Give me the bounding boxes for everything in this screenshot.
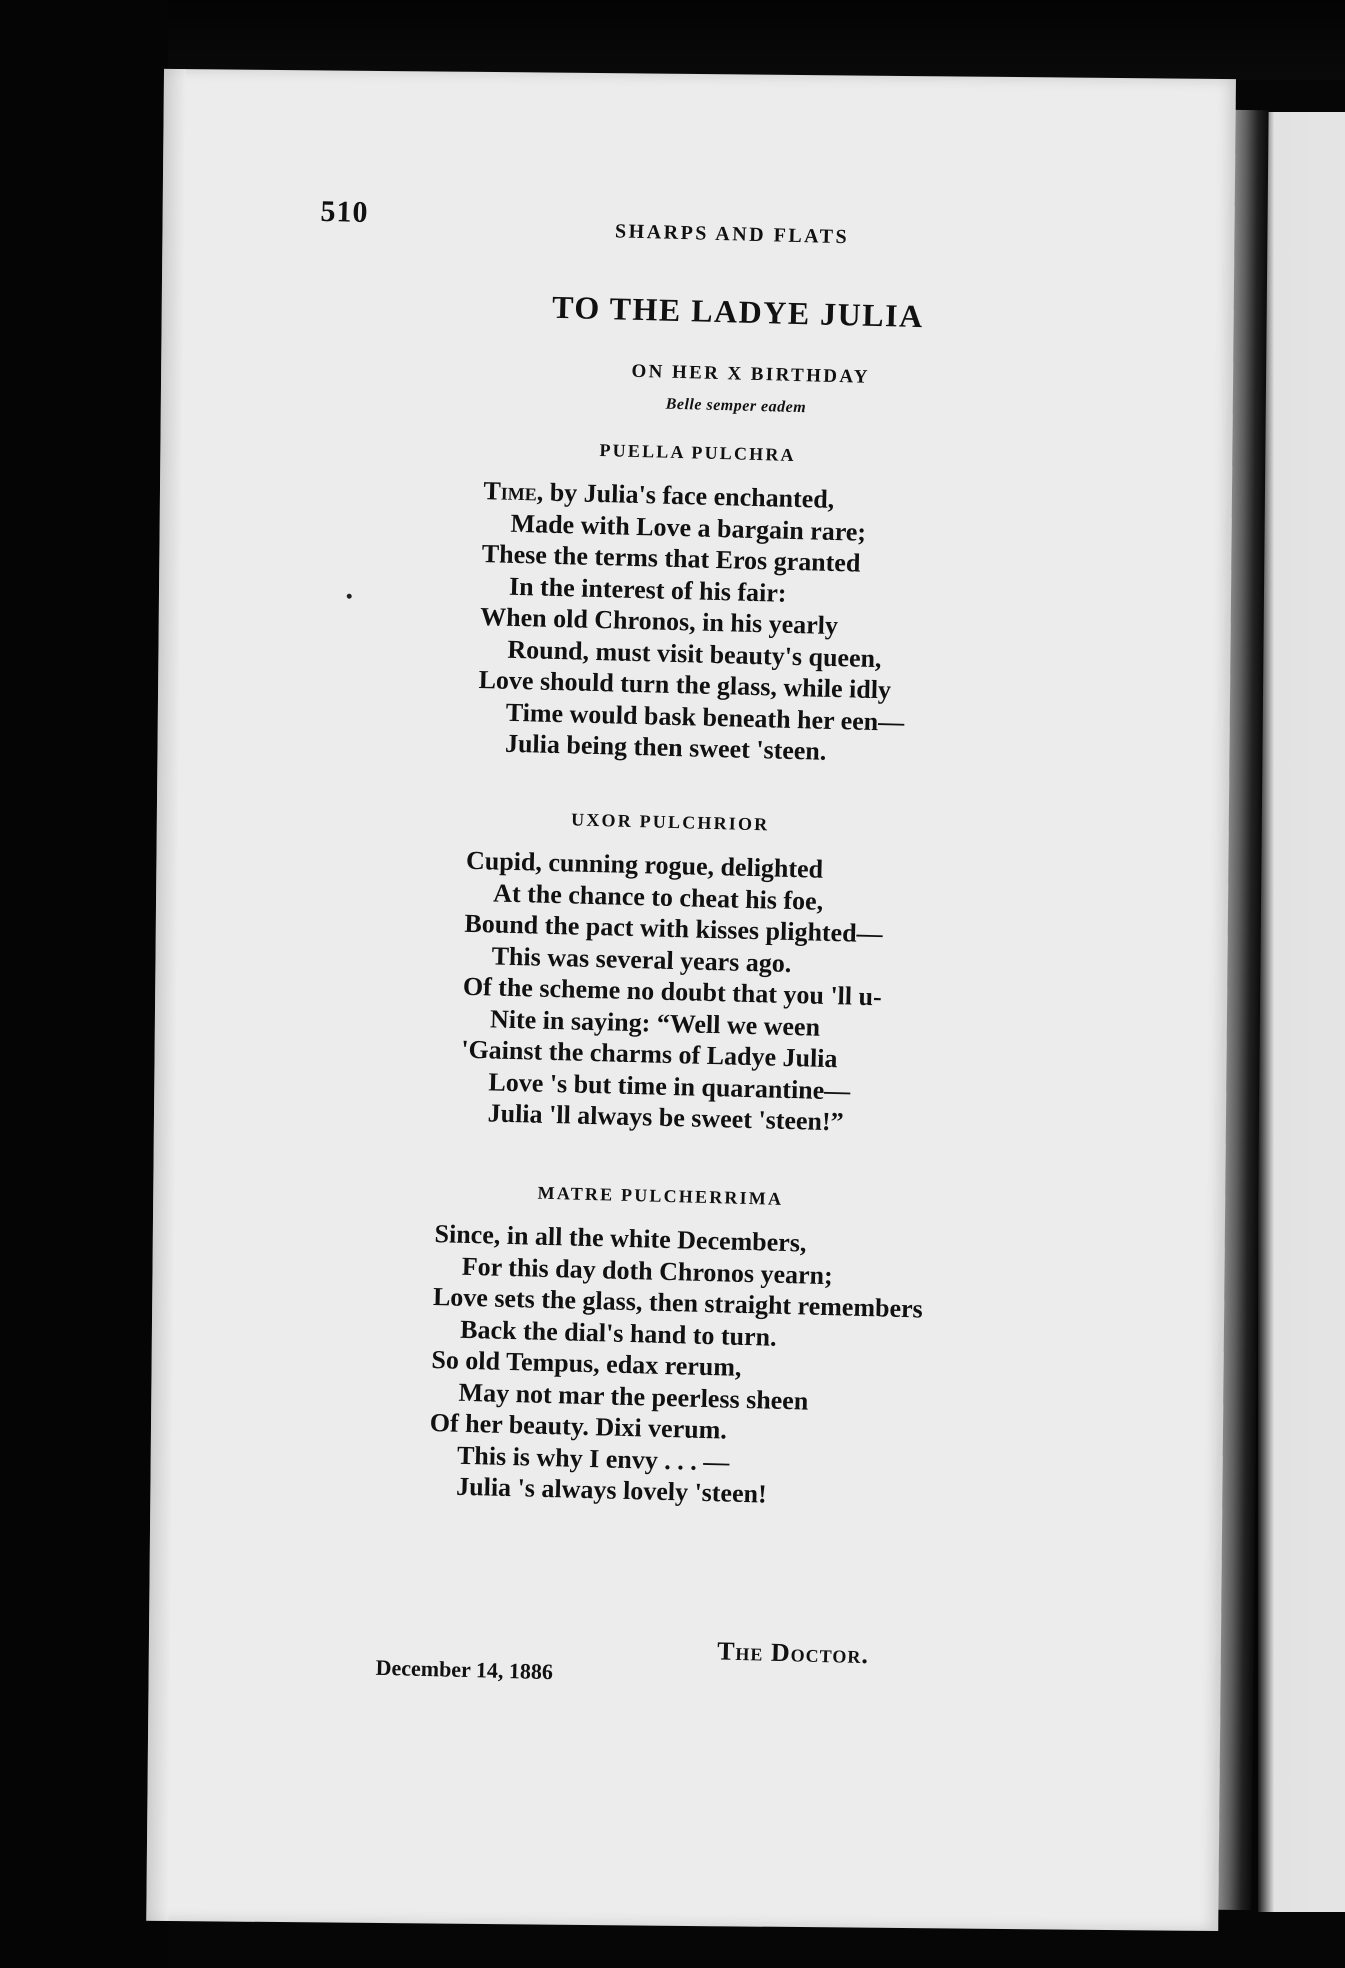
- first-word-small-caps: Time,: [483, 476, 544, 507]
- stanza-line: Julia 's always lovely 'steen!: [455, 1471, 768, 1509]
- poem-title: TO THE LADYE JULIA: [551, 288, 925, 335]
- stanza-line: Of her beauty. Dixi verum.: [429, 1408, 728, 1445]
- stanza-line: Julia 'll always be sweet 'steen!”: [487, 1098, 844, 1137]
- stanza-line: Nite in saying: “Well we ween: [489, 1003, 821, 1042]
- line-text: by Julia's face enchanted,: [542, 477, 835, 514]
- stanza-line: Bound the pact with kisses plighted—: [464, 908, 883, 949]
- stanza-line: Made with Love a bargain rare;: [510, 508, 867, 547]
- section-heading-puella-pulchra: PUELLA PULCHRA: [599, 440, 797, 465]
- stanza-1: [477, 475, 911, 769]
- section-heading-matre-pulcherrima: MATRE PULCHERRIMA: [537, 1182, 784, 1209]
- running-head: SHARPS AND FLATS: [614, 220, 850, 249]
- poem-motto: Belle semper eadem: [665, 395, 807, 417]
- stanza-line: Of the scheme no doubt that you 'll u-: [462, 971, 883, 1012]
- stanza-line: 'Gainst the charms of Ladye Julia: [460, 1034, 838, 1074]
- stanza-line: Julia being then sweet 'steen.: [504, 728, 827, 766]
- poem-signature: The Doctor.: [716, 1636, 870, 1670]
- scan-left-border: [0, 0, 168, 1968]
- stanza-line: Round, must visit beauty's queen,: [507, 634, 882, 673]
- stanza-line: Back the dial's hand to turn.: [459, 1314, 777, 1352]
- book-page: [146, 69, 1236, 1931]
- poem-subtitle: ON HER X BIRTHDAY: [631, 360, 871, 388]
- stanza-line: Since, in all the white Decembers,: [434, 1219, 807, 1258]
- poem-date: December 14, 1886: [375, 1654, 554, 1685]
- scan-speck: [347, 594, 352, 599]
- stanza-line: At the chance to cheat his foe,: [492, 877, 824, 916]
- stanza-line: These the terms that Eros granted: [481, 539, 861, 578]
- stanza-line: For this day doth Chronos yearn;: [461, 1251, 834, 1290]
- scan-top-border: [0, 0, 1345, 80]
- stanza-line: Love 's but time in quarantine—: [488, 1066, 851, 1106]
- stanza-line: Love sets the glass, then straight remembers: [432, 1282, 924, 1324]
- page-number: 510: [320, 194, 369, 230]
- section-heading-uxor-pulchrior: UXOR PULCHRIOR: [570, 809, 770, 835]
- stanza-line: This was several years ago.: [491, 940, 792, 978]
- page-content: [146, 69, 1235, 1931]
- facing-page-edge: [1258, 112, 1345, 1912]
- stanza-line: When old Chronos, in his yearly: [479, 602, 839, 641]
- stanza-3: [428, 1218, 925, 1514]
- stanza-line: Love should turn the glass, while idly: [478, 665, 892, 705]
- stanza-line: This is why I envy . . . —: [456, 1440, 730, 1477]
- stanza-line: So old Tempus, edax rerum,: [431, 1345, 742, 1382]
- stanza-2: [459, 845, 885, 1139]
- stanza-line: Time would bask beneath her een—: [505, 697, 905, 737]
- stanza-line: Cupid, cunning rogue, delighted: [465, 845, 824, 884]
- stanza-line: May not mar the peerless sheen: [458, 1377, 809, 1416]
- stanza-line: In the interest of his fair:: [508, 571, 787, 608]
